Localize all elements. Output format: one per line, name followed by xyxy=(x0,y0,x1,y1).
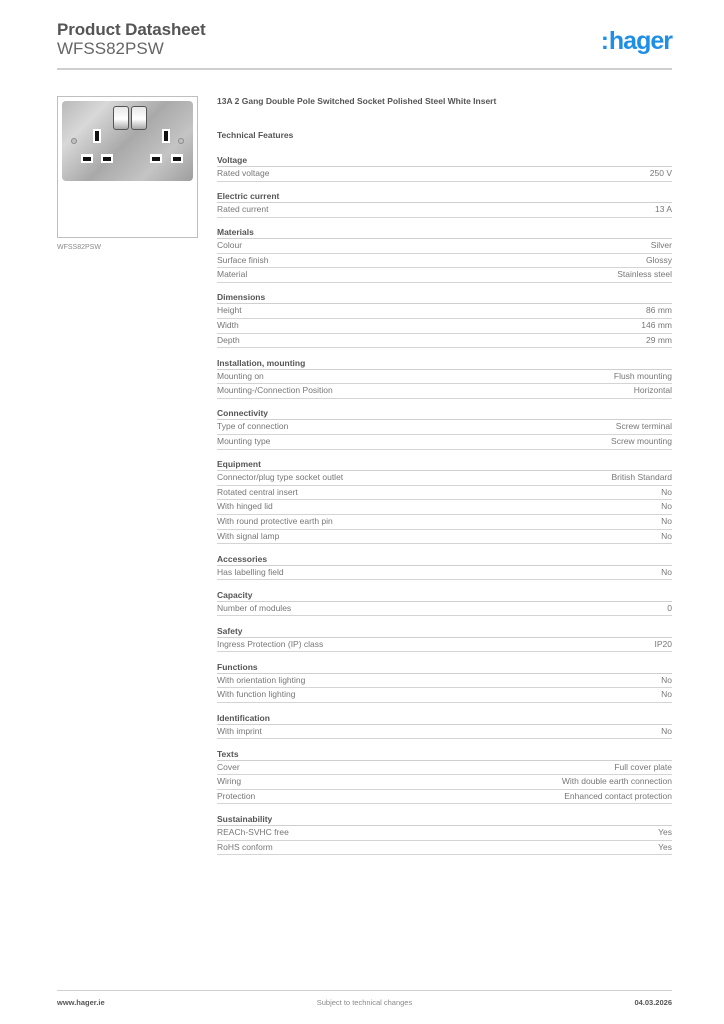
feature-label: Protection xyxy=(217,790,256,801)
group-title: Installation, mounting xyxy=(217,358,672,370)
feature-value: 0 xyxy=(667,602,672,613)
left-screw-icon xyxy=(71,138,77,144)
image-caption: WFSS82PSW xyxy=(57,244,101,251)
feature-label: Cover xyxy=(217,761,240,772)
right-live-pin-icon xyxy=(150,154,162,163)
feature-value: Horizontal xyxy=(633,385,672,396)
feature-row xyxy=(217,435,672,450)
right-rocker-switch-icon xyxy=(131,106,147,130)
feature-row xyxy=(217,334,672,349)
feature-row xyxy=(217,841,672,856)
feature-group xyxy=(217,227,672,283)
feature-group xyxy=(217,626,672,653)
page-footer xyxy=(57,998,672,1010)
feature-label: Connector/plug type socket outlet xyxy=(217,472,344,483)
document-date: 04.03.2026 xyxy=(634,998,672,1007)
feature-label: With orientation lighting xyxy=(217,674,306,685)
feature-label: With imprint xyxy=(217,725,262,736)
feature-label: Mounting type xyxy=(217,436,271,447)
feature-value: Flush mounting xyxy=(613,370,672,381)
header-divider xyxy=(57,68,672,70)
feature-value: No xyxy=(661,515,672,526)
group-title: Accessories xyxy=(217,554,672,566)
feature-row xyxy=(217,761,672,776)
feature-value: No xyxy=(661,501,672,512)
feature-group xyxy=(217,814,672,855)
feature-row xyxy=(217,384,672,399)
product-name: 13A 2 Gang Double Pole Switched Socket Polished Steel White Insert xyxy=(217,96,497,106)
group-title: Functions xyxy=(217,662,672,674)
feature-row xyxy=(217,319,672,334)
feature-label: Mounting on xyxy=(217,370,264,381)
feature-label: Type of connection xyxy=(217,421,289,432)
feature-group xyxy=(217,292,672,348)
feature-row xyxy=(217,638,672,653)
feature-value: Stainless steel xyxy=(617,269,672,280)
feature-row xyxy=(217,674,672,689)
left-neutral-pin-icon xyxy=(101,154,113,163)
left-earth-pin-icon xyxy=(93,129,101,143)
feature-label: Rated voltage xyxy=(217,168,270,178)
socket-plate-illustration xyxy=(62,101,193,181)
feature-label: With signal lamp xyxy=(217,530,280,541)
right-screw-icon xyxy=(178,138,184,144)
feature-row xyxy=(217,500,672,515)
feature-row xyxy=(217,688,672,703)
group-title: Dimensions xyxy=(217,292,672,304)
group-title: Capacity xyxy=(217,590,672,602)
feature-row xyxy=(217,530,672,545)
website-link[interactable]: www.hager.ie xyxy=(57,998,105,1007)
product-code: WFSS82PSW xyxy=(57,39,164,58)
feature-row xyxy=(217,203,672,218)
feature-row xyxy=(217,566,672,581)
feature-group xyxy=(217,459,672,544)
feature-group xyxy=(217,408,672,449)
feature-value: 13 A xyxy=(654,204,672,215)
feature-row xyxy=(217,167,672,182)
feature-value: Screw terminal xyxy=(615,421,672,432)
feature-value: Yes xyxy=(658,826,672,837)
group-title: Identification xyxy=(217,713,672,725)
feature-value: 250 V xyxy=(649,168,672,178)
feature-label: Depth xyxy=(217,334,240,345)
feature-label: Width xyxy=(217,320,239,331)
feature-label: Surface finish xyxy=(217,254,269,265)
group-title: Equipment xyxy=(217,459,672,471)
feature-value: No xyxy=(661,689,672,700)
feature-label: With hinged lid xyxy=(217,501,273,512)
group-title: Texts xyxy=(217,749,672,761)
feature-row xyxy=(217,486,672,501)
feature-row xyxy=(217,370,672,385)
logo-colon-mark: : xyxy=(600,28,608,55)
group-title: Safety xyxy=(217,626,672,638)
hager-logo xyxy=(601,28,672,55)
feature-value: No xyxy=(661,486,672,497)
feature-value: 146 mm xyxy=(641,320,672,331)
feature-value: No xyxy=(661,674,672,685)
feature-group xyxy=(217,155,672,182)
feature-label: Material xyxy=(217,269,248,280)
section-title: Technical Features xyxy=(217,130,294,140)
feature-label: With round protective earth pin xyxy=(217,515,333,526)
feature-value: Screw mounting xyxy=(611,436,672,447)
feature-row xyxy=(217,239,672,254)
feature-label: Has labelling field xyxy=(217,566,284,577)
feature-label: Height xyxy=(217,305,242,316)
right-earth-pin-icon xyxy=(162,129,170,143)
feature-value: No xyxy=(661,725,672,736)
group-title: Sustainability xyxy=(217,814,672,826)
feature-row xyxy=(217,602,672,617)
right-neutral-pin-icon xyxy=(171,154,183,163)
technical-content xyxy=(217,96,672,865)
feature-row xyxy=(217,471,672,486)
feature-value: Enhanced contact protection xyxy=(564,790,672,801)
feature-label: Rotated central insert xyxy=(217,486,298,497)
feature-value: Glossy xyxy=(646,254,672,265)
feature-label: REACh-SVHC free xyxy=(217,826,289,837)
feature-value: Yes xyxy=(658,841,672,852)
feature-row xyxy=(217,420,672,435)
feature-label: Ingress Protection (IP) class xyxy=(217,638,324,649)
feature-value: British Standard xyxy=(611,472,672,483)
feature-value: With double earth connection xyxy=(561,776,672,787)
feature-label: RoHS conform xyxy=(217,841,273,852)
page-header xyxy=(57,20,672,58)
feature-group xyxy=(217,554,672,581)
feature-row xyxy=(217,826,672,841)
feature-row xyxy=(217,254,672,269)
group-title: Voltage xyxy=(217,155,672,167)
feature-row xyxy=(217,725,672,740)
feature-value: Silver xyxy=(650,240,672,251)
footer-divider xyxy=(57,990,672,991)
feature-label: With function lighting xyxy=(217,689,296,700)
feature-row xyxy=(217,790,672,805)
feature-row xyxy=(217,515,672,530)
feature-value: No xyxy=(661,566,672,577)
feature-group xyxy=(217,590,672,617)
document-title: Product Datasheet xyxy=(57,20,206,39)
feature-label: Mounting-/Connection Position xyxy=(217,385,333,396)
feature-label: Wiring xyxy=(217,776,242,787)
feature-value: IP20 xyxy=(654,638,672,649)
group-title: Materials xyxy=(217,227,672,239)
feature-groups xyxy=(217,155,672,855)
feature-label: Rated current xyxy=(217,204,269,215)
feature-group xyxy=(217,662,672,703)
feature-group xyxy=(217,358,672,399)
feature-label: Colour xyxy=(217,240,243,251)
feature-label: Number of modules xyxy=(217,602,292,613)
feature-value: No xyxy=(661,530,672,541)
group-title: Electric current xyxy=(217,191,672,203)
product-image xyxy=(57,96,198,238)
disclaimer-note: Subject to technical changes xyxy=(316,998,413,1007)
feature-group xyxy=(217,713,672,740)
feature-value: Full cover plate xyxy=(614,761,672,772)
feature-value: 86 mm xyxy=(646,305,672,316)
feature-group xyxy=(217,191,672,218)
feature-row xyxy=(217,775,672,790)
logo-text: hager xyxy=(608,27,672,55)
feature-value: 29 mm xyxy=(646,334,672,345)
feature-row xyxy=(217,268,672,283)
feature-row xyxy=(217,304,672,319)
feature-group xyxy=(217,749,672,805)
group-title: Connectivity xyxy=(217,408,672,420)
left-rocker-switch-icon xyxy=(113,106,129,130)
left-live-pin-icon xyxy=(81,154,93,163)
